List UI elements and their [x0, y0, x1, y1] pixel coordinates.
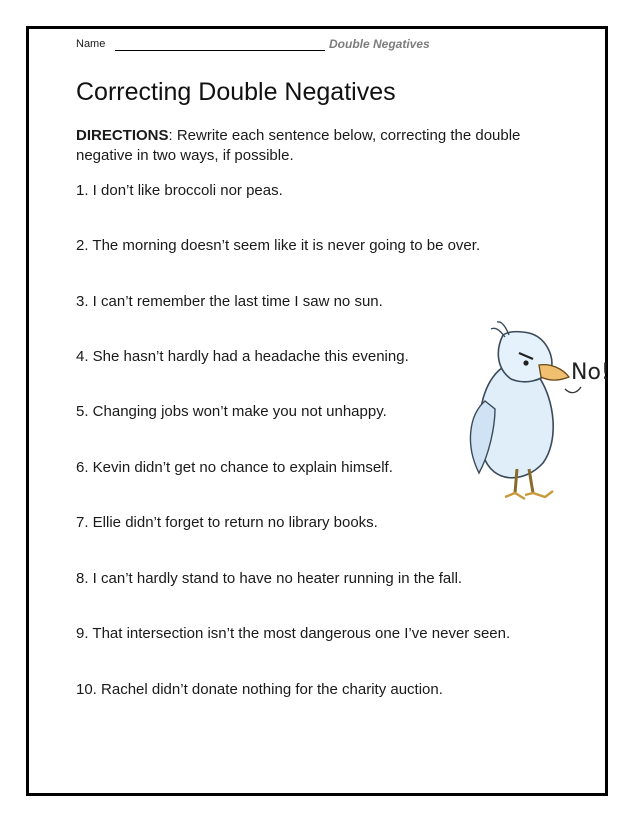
sentence-item: 6. Kevin didn’t get no chance to explain himself.	[76, 459, 393, 476]
speech-text: No!	[571, 360, 610, 385]
directions-text: : Rewrite each sentence below, correcting the double negative in two ways, if possible.	[76, 127, 521, 164]
bird-feet	[505, 491, 553, 499]
directions	[76, 126, 566, 166]
page-title: Correcting Double Negatives	[76, 78, 396, 106]
directions-label: DIRECTIONS	[76, 127, 169, 144]
name-label: Name	[76, 38, 106, 50]
sentence-item: 8. I can’t hardly stand to have no heater running in the fall.	[76, 570, 463, 587]
sentence-item: 2. The morning doesn’t seem like it is never going to be over.	[76, 237, 481, 254]
bird-illustration	[455, 305, 625, 515]
sentence-item: 7. Ellie didn’t forget to return no library books.	[76, 514, 378, 531]
worksheet-title: Double Negatives	[329, 37, 430, 51]
sentence-item: 4. She hasn’t hardly had a headache this evening.	[76, 348, 409, 365]
sentence-item: 10. Rachel didn’t donate nothing for the charity auction.	[76, 681, 443, 698]
name-line	[115, 50, 325, 51]
sentence-item: 9. That intersection isn’t the most dangerous one I’ve never seen.	[76, 625, 511, 642]
sentence-item: 1. I don’t like broccoli nor peas.	[76, 182, 283, 199]
bird-beak	[539, 365, 569, 380]
sentence-item: 5. Changing jobs won’t make you not unhappy.	[76, 403, 387, 420]
sentence-item: 3. I can’t remember the last time I saw no sun.	[76, 293, 383, 310]
bird-eye	[523, 360, 528, 365]
